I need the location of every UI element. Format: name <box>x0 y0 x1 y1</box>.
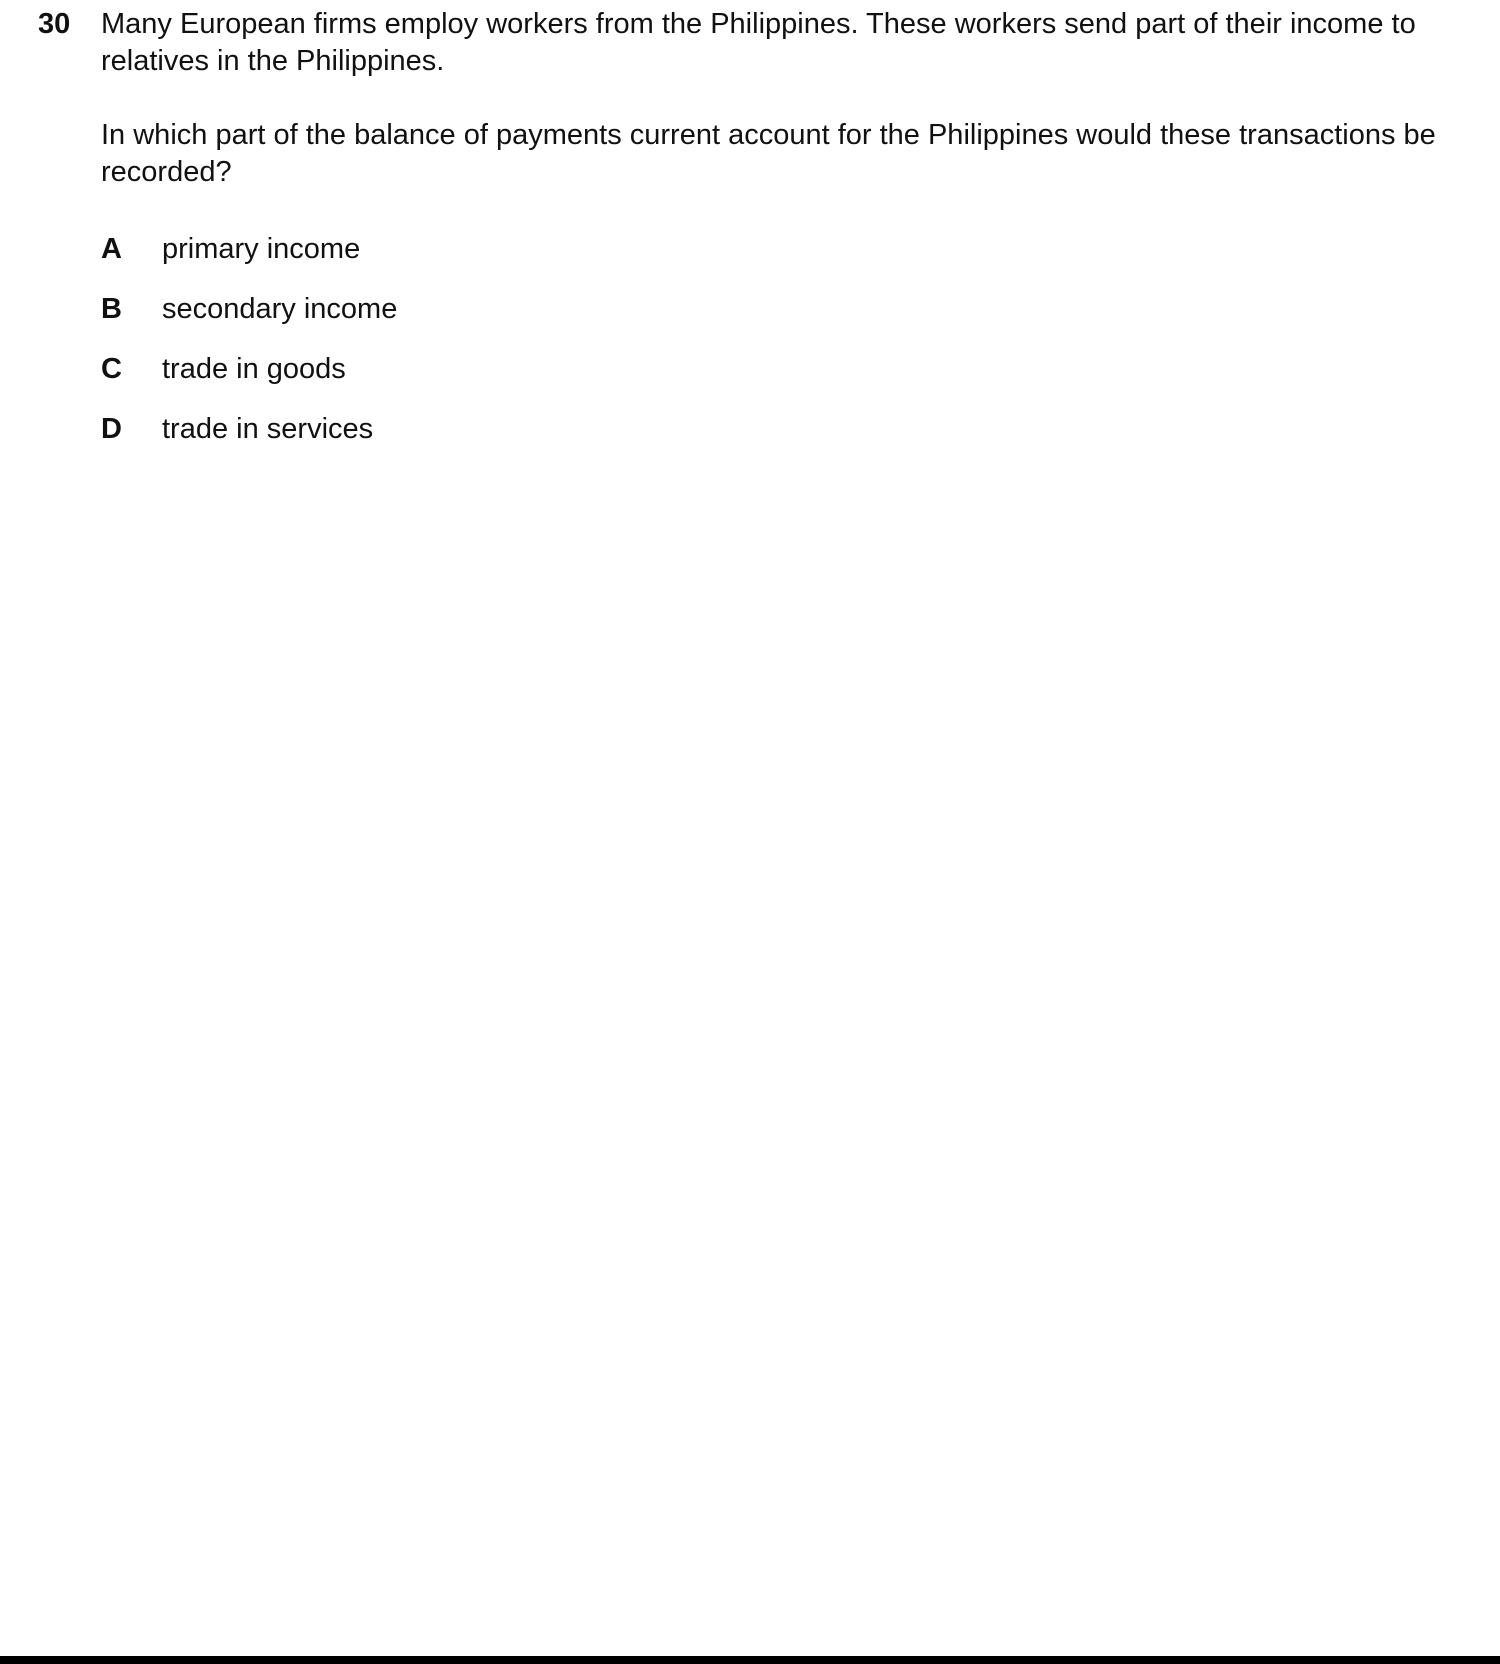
question-stem: Many European firms employ workers from the Philippines. These workers send part of their income to relatives in the Philippines. <box>101 8 1416 77</box>
question-number: 30 <box>38 8 71 40</box>
question-prompt: In which part of the balance of payments current account for the Philippines would these transactions be recorded? <box>101 119 1436 188</box>
option-text: trade in services <box>162 413 374 445</box>
option-letter: B <box>101 293 122 325</box>
option-letter: C <box>101 353 122 385</box>
option-text: primary income <box>162 233 361 265</box>
question-body <box>101 6 1441 191</box>
option-letter: D <box>101 413 122 445</box>
option-text: trade in goods <box>162 353 346 385</box>
option-text: secondary income <box>162 293 398 325</box>
option-letter: A <box>101 233 122 265</box>
page-footer-bar <box>0 1656 1500 1664</box>
